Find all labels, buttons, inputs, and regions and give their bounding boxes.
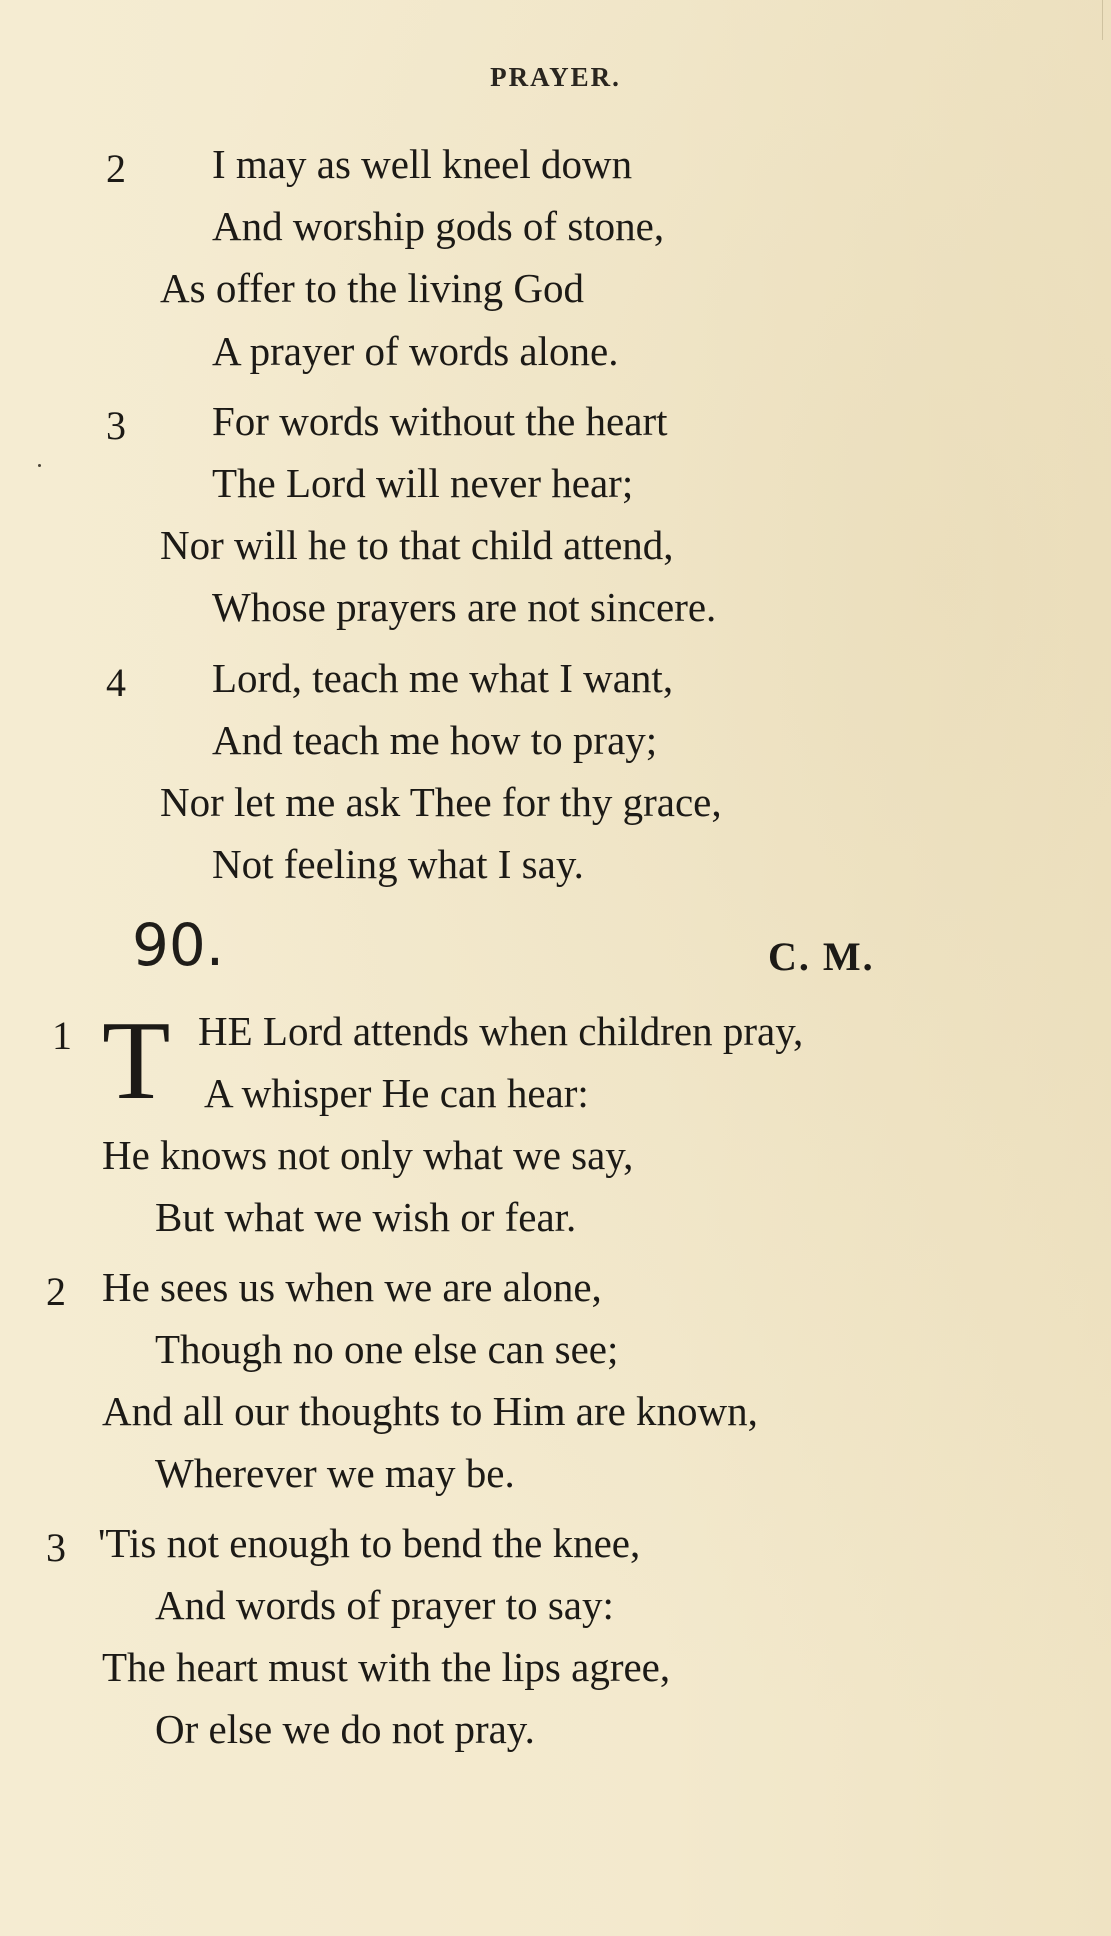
verse-line: Whose prayers are not sincere.: [212, 584, 717, 630]
verse-line: And teach me how to pray;: [212, 717, 658, 763]
verse-line: The heart must with the lips agree,: [102, 1644, 671, 1690]
verse-line: A whisper He can hear:: [204, 1070, 589, 1116]
running-head: PRAYER.: [490, 62, 621, 92]
verse-line: Wherever we may be.: [155, 1450, 515, 1496]
verse-line: Not feeling what I say.: [212, 841, 584, 887]
stanza-number: 2: [46, 1269, 66, 1314]
verse-line: Nor let me ask Thee for thy grace,: [160, 779, 722, 825]
verse-line: He sees us when we are alone,: [102, 1264, 602, 1310]
verse-line: He knows not only what we say,: [102, 1132, 634, 1178]
hymn-number: 90.: [132, 911, 225, 979]
verse-line: HE Lord attends when children pray,: [198, 1008, 804, 1054]
stanza-number: 3: [46, 1525, 66, 1570]
stanza-number: 2: [106, 146, 126, 191]
hymn-meter: C. M.: [768, 934, 875, 979]
verse-line: For words without the heart: [212, 398, 668, 444]
drop-cap: T: [102, 999, 171, 1123]
verse-line: And worship gods of stone,: [212, 203, 665, 249]
verse-line: The Lord will never hear;: [212, 460, 634, 506]
stanza-number: 4: [106, 660, 126, 705]
verse-line: Nor will he to that child attend,: [160, 522, 674, 568]
verse-line: 'Tis not enough to bend the knee,: [98, 1520, 641, 1566]
verse-line: Though no one else can see;: [155, 1326, 619, 1372]
verse-line: Lord, teach me what I want,: [212, 655, 674, 701]
verse-line: As offer to the living God: [160, 265, 584, 311]
verse-line: And all our thoughts to Him are known,: [102, 1388, 758, 1434]
stanza-number: 1: [52, 1013, 72, 1058]
ink-speck: [38, 464, 41, 467]
verse-line: And words of prayer to say:: [155, 1582, 614, 1628]
verse-line: I may as well kneel down: [212, 141, 633, 187]
verse-line: But what we wish or fear.: [155, 1194, 577, 1240]
verse-line: A prayer of words alone.: [212, 328, 619, 374]
page-edge-line: [1102, 0, 1103, 40]
stanza-number: 3: [106, 403, 126, 448]
verse-line: Or else we do not pray.: [155, 1706, 535, 1752]
